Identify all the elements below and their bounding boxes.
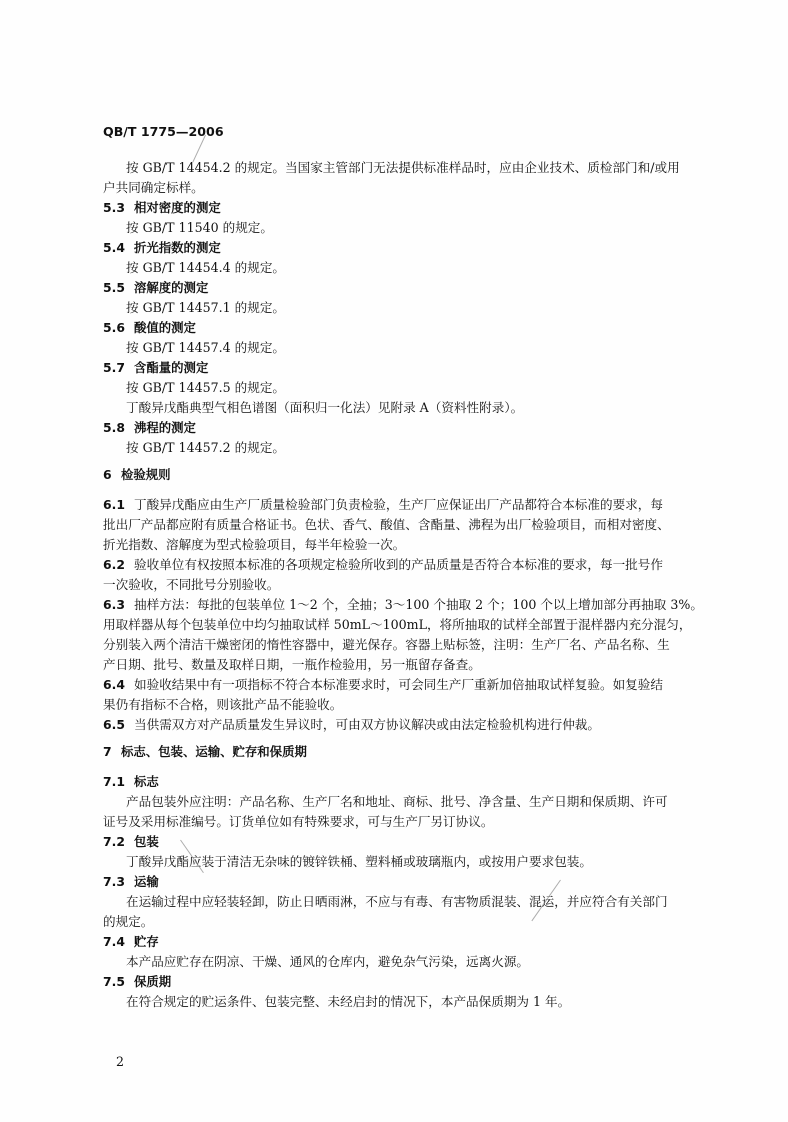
- paragraph-line: 丁酸异戊酯应装于清洁无杂味的镀锌铁桶、塑料桶或玻璃瓶内，或按用户要求包装。: [126, 854, 592, 869]
- paragraph-line: 证号及采用标准编号。订货单位如有特殊要求，可与生产厂另订协议。: [103, 814, 494, 829]
- section-title: 保质期: [134, 974, 172, 989]
- section-title: 沸程的测定: [134, 420, 196, 435]
- clause-number: 6.2: [103, 557, 125, 572]
- chapter-number: 7: [103, 744, 112, 759]
- paragraph-line: 分别装入两个清洁干燥密闭的惰性容器中，避光保存。容器上贴标签，注明：生产厂名、产品名称、生: [103, 637, 670, 652]
- paragraph-line: 按 GB/T 14454.4 的规定。: [126, 260, 286, 275]
- paragraph-line: 按 GB/T 14457.5 的规定。: [126, 380, 286, 395]
- paragraph-line: 按 GB/T 11540 的规定。: [126, 220, 273, 235]
- section-title: 相对密度的测定: [134, 200, 221, 215]
- paragraph-line: 抽样方法：每批的包装单位 1～2 个，全抽；3～100 个抽取 2 个；100 个以上增加部分再抽取 3%。: [134, 597, 703, 612]
- section-title: 标志: [134, 774, 159, 789]
- paragraph-line: 用取样器从每个包装单位中均匀抽取试样 50mL～100mL，将所抽取的试样全部置于混样器内充分混匀，: [103, 617, 692, 632]
- paragraph-line: 在运输过程中应轻装轻卸，防止日晒雨淋，不应与有毒、有害物质混装、混运，并应符合有关部门: [126, 894, 668, 909]
- paragraph-line: 的规定。: [103, 914, 154, 929]
- page-number: 2: [116, 1054, 125, 1069]
- paragraph-line: 批出厂产品都应附有质量合格证书。色状、香气、酸值、含酯量、沸程为出厂检验项目，而相对密度、: [103, 517, 670, 532]
- section-number: 5.6: [103, 320, 125, 335]
- clause-number: 6.3: [103, 597, 125, 612]
- section-number: 5.8: [103, 420, 125, 435]
- section-number: 5.7: [103, 360, 125, 375]
- paragraph-line: 户共同确定标样。: [103, 180, 204, 195]
- paragraph-line: 产日期、批号、数量及取样日期，一瓶作检验用，另一瓶留存备查。: [103, 657, 481, 672]
- section-number: 7.4: [103, 934, 125, 949]
- section-number: 7.5: [103, 974, 125, 989]
- paragraph-line: 在符合规定的贮运条件、包装完整、未经启封的情况下，本产品保质期为 1 年。: [126, 994, 571, 1009]
- paragraph-line: 按 GB/T 14457.1 的规定。: [126, 300, 286, 315]
- paragraph-line: 按 GB/T 14457.2 的规定。: [126, 440, 286, 455]
- paragraph-line: 验收单位有权按照本标准的各项规定检验所收到的产品质量是否符合本标准的要求，每一批号作: [134, 557, 663, 572]
- paragraph-line: 按 GB/T 14454.2 的规定。当国家主管部门无法提供标准样品时，应由企业技术、质检部门和/或用: [126, 160, 680, 175]
- paragraph-line: 折光指数、溶解度为型式检验项目，每半年检验一次。: [103, 537, 406, 552]
- section-title: 含酯量的测定: [134, 360, 209, 375]
- section-title: 溶解度的测定: [134, 280, 209, 295]
- paragraph-line: 丁酸异戊酯典型气相色谱图（面积归一化法）见附录 A（资料性附录）。: [126, 400, 524, 415]
- section-number: 5.4: [103, 240, 125, 255]
- clause-number: 6.5: [103, 717, 125, 732]
- document-id: QB/T 1775—2006: [103, 124, 224, 139]
- paragraph-line: 丁酸异戊酯应由生产厂质量检验部门负责检验，生产厂应保证出厂产品都符合本标准的要求，每: [134, 497, 663, 512]
- paragraph-line: 本产品应贮存在阴凉、干燥、通风的仓库内，避免杂气污染，远离火源。: [126, 954, 529, 969]
- paragraph-line: 当供需双方对产品质量发生异议时，可由双方协议解决或由法定检验机构进行仲裁。: [134, 717, 600, 732]
- paragraph-line: 按 GB/T 14457.4 的规定。: [126, 340, 286, 355]
- section-number: 7.1: [103, 774, 125, 789]
- paragraph-line: 产品包装外应注明：产品名称、生产厂名和地址、商标、批号、净含量、生产日期和保质期、许可: [126, 794, 668, 809]
- paragraph-line: 如验收结果中有一项指标不符合本标准要求时，可会同生产厂重新加倍抽取试样复验。如复验结: [134, 677, 663, 692]
- section-title: 折光指数的测定: [134, 240, 221, 255]
- section-number: 5.5: [103, 280, 125, 295]
- clause-number: 6.4: [103, 677, 125, 692]
- section-title: 包装: [134, 834, 159, 849]
- chapter-number: 6: [103, 467, 112, 482]
- section-number: 5.3: [103, 200, 125, 215]
- section-title: 酸值的测定: [134, 320, 196, 335]
- paragraph-line: 一次验收，不同批号分别验收。: [103, 577, 280, 592]
- section-title: 贮存: [134, 934, 159, 949]
- chapter-title: 检验规则: [121, 467, 171, 482]
- clause-number: 6.1: [103, 497, 125, 512]
- section-number: 7.3: [103, 874, 125, 889]
- chapter-title: 标志、包装、运输、贮存和保质期: [121, 744, 307, 759]
- paragraph-line: 果仍有指标不合格，则该批产品不能验收。: [103, 697, 343, 712]
- section-title: 运输: [134, 874, 159, 889]
- section-number: 7.2: [103, 834, 125, 849]
